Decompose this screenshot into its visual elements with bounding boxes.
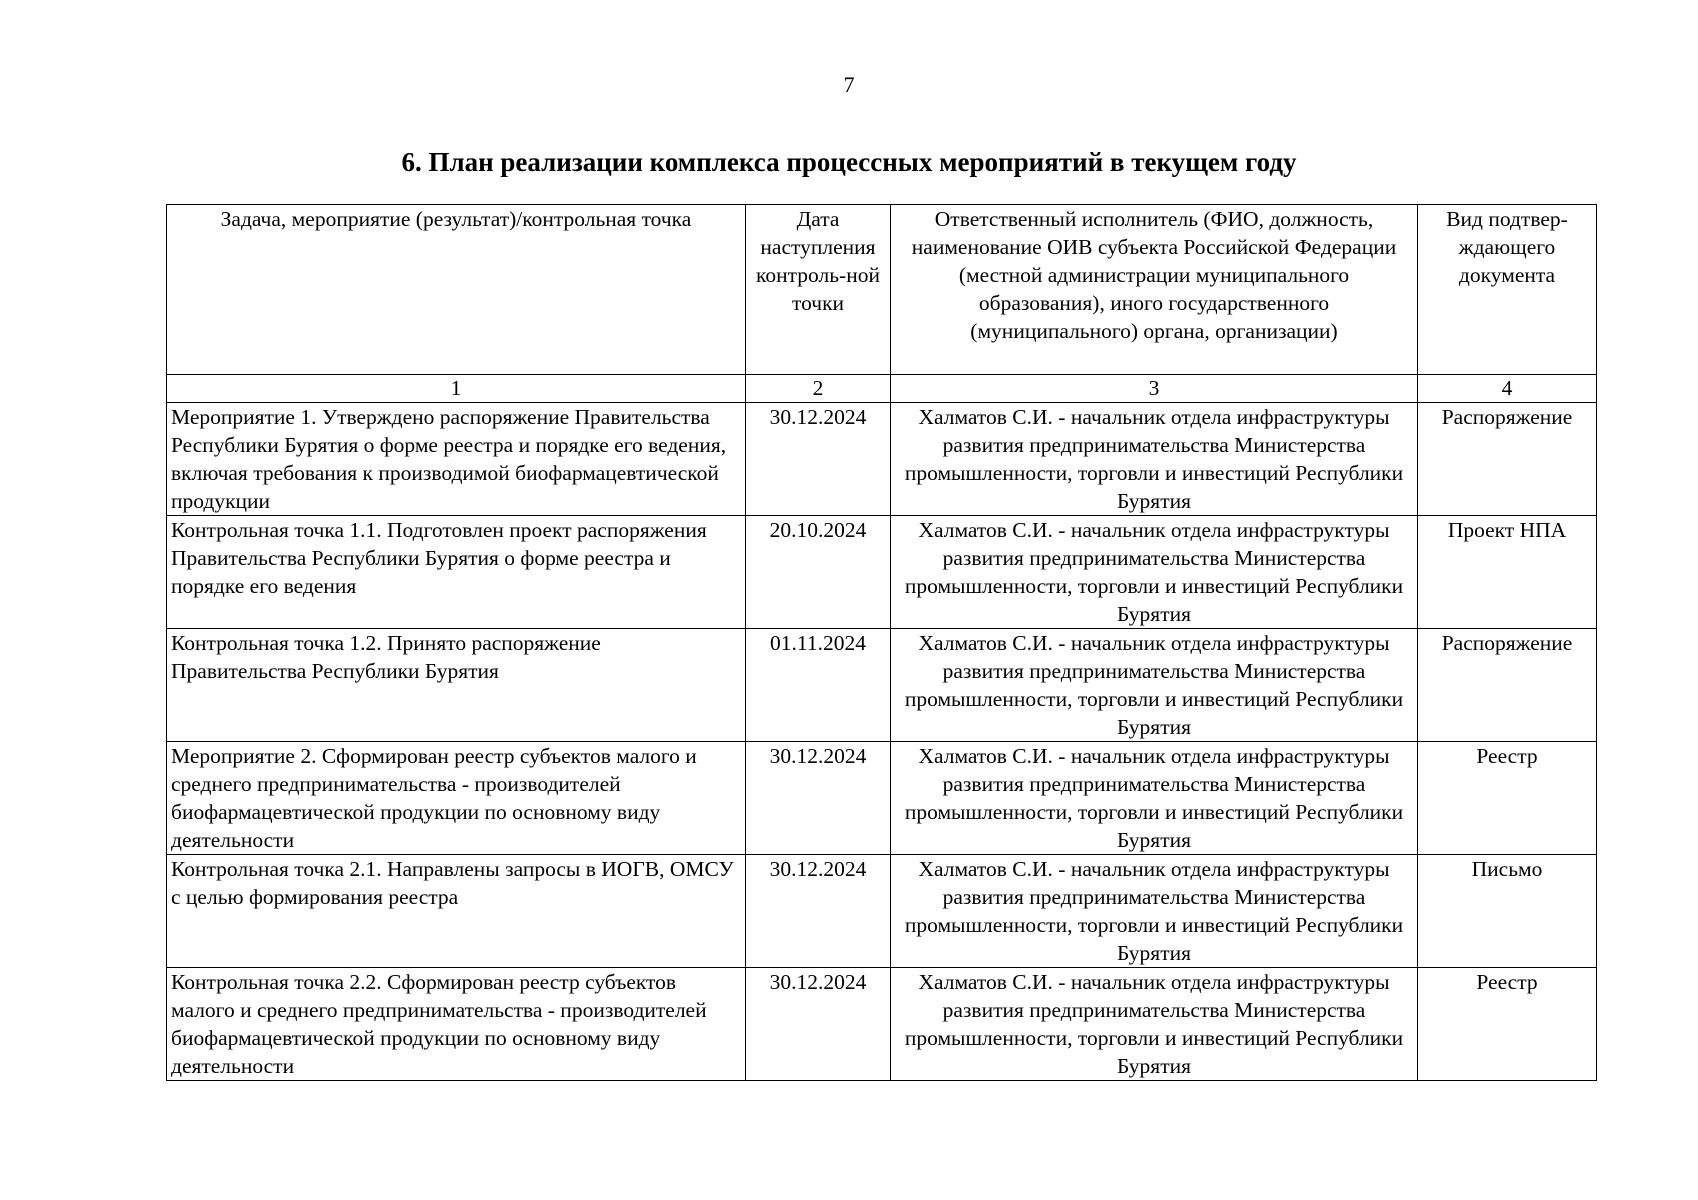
task-cell: Контрольная точка 1.1. Подготовлен проект распоряжения Правительства Республики Бурятия о форме реестра и порядке его ведения [167, 516, 746, 629]
document-cell: Письмо [1418, 855, 1597, 968]
table-row [167, 742, 1597, 855]
date-cell: 30.12.2024 [746, 855, 891, 968]
executor-cell: Халматов С.И. - начальник отдела инфраструктуры развития предпринимательства Министерства промышленности, торговли и инвестиций Республики Бурятия [891, 516, 1418, 629]
date-cell: 20.10.2024 [746, 516, 891, 629]
executor-cell: Халматов С.И. - начальник отдела инфраструктуры развития предпринимательства Министерства промышленности, торговли и инвестиций Республики Бурятия [891, 855, 1418, 968]
table-row [167, 403, 1597, 516]
executor-cell: Халматов С.И. - начальник отдела инфраструктуры развития предпринимательства Министерства промышленности, торговли и инвестиций Республики Бурятия [891, 629, 1418, 742]
column-number: 4 [1418, 375, 1597, 403]
header-date: Дата наступления контроль-ной точки [746, 205, 891, 375]
task-cell: Контрольная точка 1.2. Принято распоряжение Правительства Республики Бурятия [167, 629, 746, 742]
table-row [167, 516, 1597, 629]
task-cell: Мероприятие 2. Сформирован реестр субъектов малого и среднего предпринимательства - производителей биофармацевтической продукции по основному виду деятельности [167, 742, 746, 855]
document-cell: Реестр [1418, 742, 1597, 855]
executor-cell: Халматов С.И. - начальник отдела инфраструктуры развития предпринимательства Министерства промышленности, торговли и инвестиций Республики Бурятия [891, 403, 1418, 516]
date-cell: 30.12.2024 [746, 968, 891, 1081]
header-document: Вид подтвер-ждающего документа [1418, 205, 1597, 375]
page-number: 7 [843, 72, 855, 97]
document-cell: Проект НПА [1418, 516, 1597, 629]
column-number: 1 [167, 375, 746, 403]
task-cell: Контрольная точка 2.2. Сформирован реестр субъектов малого и среднего предпринимательства - производителей биофармацевтической продукции по основному виду деятельности [167, 968, 746, 1081]
column-number-row [167, 375, 1597, 403]
document-cell: Распоряжение [1418, 629, 1597, 742]
table-row [167, 855, 1597, 968]
date-cell: 30.12.2024 [746, 403, 891, 516]
implementation-plan-table [166, 204, 1597, 1081]
table-header-row [167, 205, 1597, 375]
column-number: 2 [746, 375, 891, 403]
executor-cell: Халматов С.И. - начальник отдела инфраструктуры развития предпринимательства Министерства промышленности, торговли и инвестиций Республики Бурятия [891, 742, 1418, 855]
task-cell: Контрольная точка 2.1. Направлены запросы в ИОГВ, ОМСУ с целью формирования реестра [167, 855, 746, 968]
date-cell: 01.11.2024 [746, 629, 891, 742]
table-row [167, 968, 1597, 1081]
document-cell: Реестр [1418, 968, 1597, 1081]
executor-cell: Халматов С.И. - начальник отдела инфраструктуры развития предпринимательства Министерства промышленности, торговли и инвестиций Республики Бурятия [891, 968, 1418, 1081]
header-executor: Ответственный исполнитель (ФИО, должность, наименование ОИВ субъекта Российской Федерации (местной администрации муниципального образования), иного государственного (муниципального) органа, организации) [891, 205, 1418, 375]
date-cell: 30.12.2024 [746, 742, 891, 855]
page-title: 6. План реализации комплекса процессных мероприятий в текущем году [401, 147, 1297, 177]
column-number: 3 [891, 375, 1418, 403]
document-cell: Распоряжение [1418, 403, 1597, 516]
header-task: Задача, мероприятие (результат)/контрольная точка [167, 205, 746, 375]
table-row [167, 629, 1597, 742]
task-cell: Мероприятие 1. Утверждено распоряжение Правительства Республики Бурятия о форме реестра и порядке его ведения, включая требования к производимой биофармацевтической продукции [167, 403, 746, 516]
